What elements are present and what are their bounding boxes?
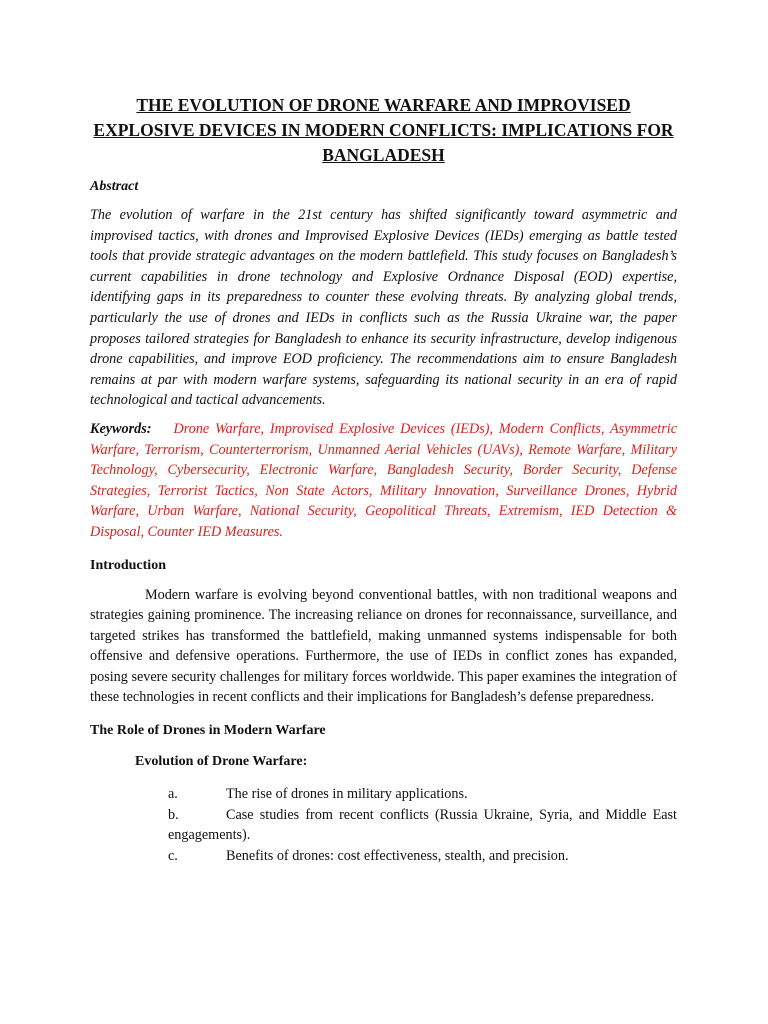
list-item-text: The rise of drones in military applications.	[226, 786, 468, 803]
list-item	[168, 784, 677, 805]
keywords-label: Keywords:	[90, 420, 152, 437]
title-line: EXPLOSIVE DEVICES IN MODERN CONFLICTS: IMPLICATIONS FOR	[93, 120, 674, 140]
document-page	[90, 93, 677, 866]
list-item-text: Benefits of drones: cost effectiveness, stealth, and precision.	[226, 847, 569, 864]
abstract-heading: Abstract	[90, 179, 139, 194]
list-item	[168, 805, 677, 846]
role-of-drones-heading: The Role of Drones in Modern Warfare	[90, 723, 326, 739]
evolution-subheading: Evolution of Drone Warfare:	[135, 754, 308, 770]
list-marker: a.	[168, 786, 178, 803]
abstract-body: The evolution of warfare in the 21st century has shifted significantly toward asymmetric and improvised tactics, with drones and Improvised Explosive Devices (IEDs) emerging as battle tested tools that provide strategic advantages on the modern battlefield. This study focuses on Bangladesh’s current capabilities in drone technology and Explosive Ordnance Disposal (EOD) expertise, identifying gaps in its preparedness to counter these evolving threats. By analyzing global trends, particularly the use of drones and IEDs in conflicts such as the Russia Ukraine war, the paper proposes tailored strategies for Bangladesh to enhance its security infrastructure, develop indigenous drone capabilities, and improve EOD proficiency. The recommendations aim to ensure Bangladesh remains at par with modern warfare systems, safeguarding its national security in an era of rapid technological and tactical advancements.	[90, 207, 677, 409]
list-item	[168, 846, 677, 867]
list-item-text: Case studies from recent conflicts (Russia Ukraine, Syria, and Middle East engagements).	[168, 806, 677, 844]
list-marker: c.	[168, 847, 178, 864]
drone-warfare-list	[168, 784, 677, 866]
title-line: THE EVOLUTION OF DRONE WARFARE AND IMPROVISED	[136, 95, 631, 115]
keywords-list: Drone Warfare, Improvised Explosive Devices (IEDs), Modern Conflicts, Asymmetric Warfare, Terrorism, Counterterrorism, Unmanned Aerial Vehicles (UAVs), Remote Warfare, Military Technology, Cybersecurity, Electronic Warfare, Bangladesh Security, Border Security, Defense Strategies, Terrorist Tactics, Non State Actors, Military Innovation, Surveillance Drones, Hybrid Warfare, Urban Warfare, National Security, Geopolitical Threats, Extremism, IED Detection & Disposal, Counter IED Measures.	[90, 420, 677, 540]
keywords-paragraph	[90, 419, 677, 543]
title-line: BANGLADESH	[322, 145, 445, 165]
paper-title	[90, 93, 677, 168]
introduction-body: Modern warfare is evolving beyond conventional battles, with non traditional weapons and strategies gaining prominence. The increasing reliance on drones for reconnaissance, surveillance, and targeted strikes has transformed the battlefield, making unmanned systems indispensable for both offensive and defensive operations. Furthermore, the use of IEDs in conflict zones has expanded, posing severe security challenges for military forces worldwide. This paper examines the integration of these technologies in recent conflicts and their implications for Bangladesh’s defense preparedness.	[90, 586, 677, 706]
list-marker: b.	[168, 806, 179, 823]
introduction-heading: Introduction	[90, 557, 166, 573]
